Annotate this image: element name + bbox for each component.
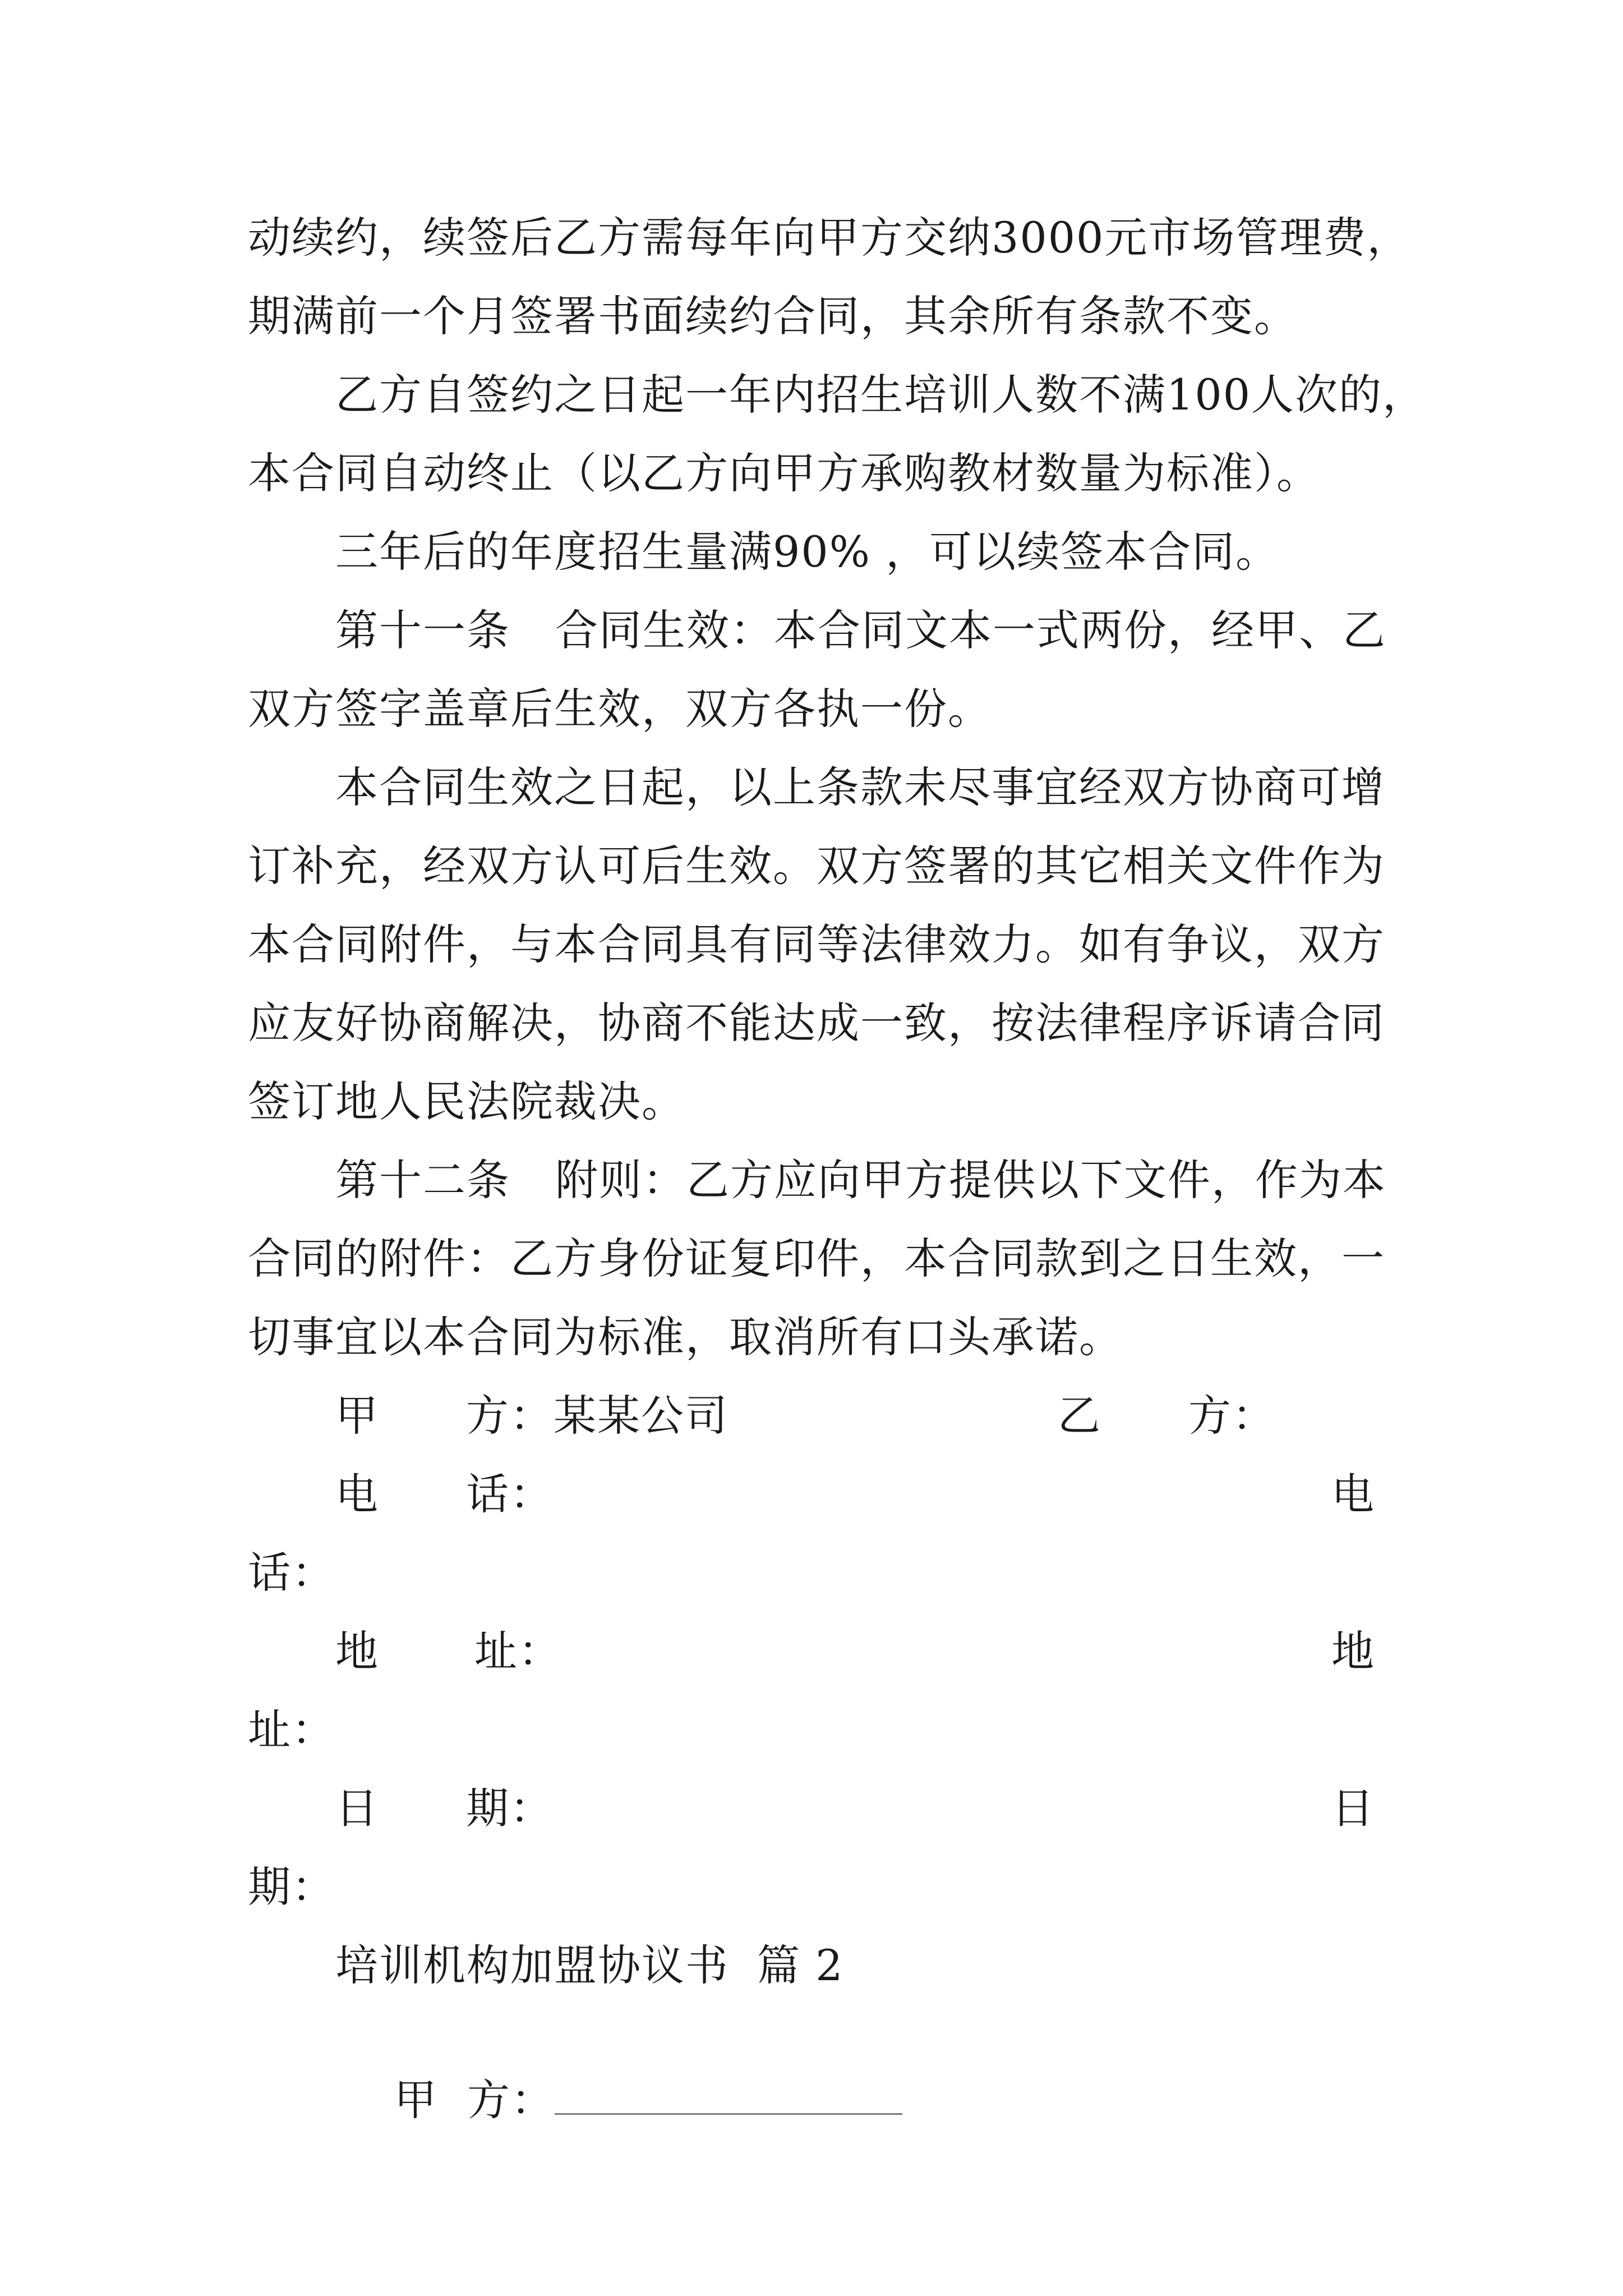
party-b-label: [1058, 1388, 1375, 1444]
party-b-label-char-2: 方：: [1188, 1391, 1276, 1441]
next-section-party-a-label: 甲 方：: [394, 2075, 555, 2125]
supplement-line-4: 应友好协商解决，协商不能达成一致，按法律程序诉请合同: [248, 998, 1385, 1048]
article-11-heading: 第十一条: [335, 605, 510, 655]
address-right-char-1: 地: [1331, 1626, 1375, 1676]
phone-label-char-1: 电: [335, 1469, 379, 1519]
supplement-line-3: 本合同附件，与本合同具有同等法律效力。如有争议，双方: [248, 919, 1385, 969]
phone-label-char-2: 话：: [466, 1469, 554, 1519]
article-11-line-2: 双方签字盖章后生效，双方各执一份。: [248, 684, 992, 734]
next-section-party-a-line: [335, 2016, 1375, 2184]
phone-right-char-2: 话：: [248, 1548, 335, 1598]
supplement-line-2: 订补充，经双方认可后生效。双方签署的其它相关文件作为: [248, 841, 1385, 891]
supplement-line-5: 签订地人民法院裁决。: [248, 1076, 685, 1126]
party-a-label-char-1: 甲: [335, 1391, 379, 1441]
article-12-heading: 第十二条: [335, 1155, 510, 1205]
enrollment-line-2: 本合同自动终止（以乙方向甲方承购教材数量为标准）。: [248, 448, 1320, 498]
three-years-line: 三年后的年度招生量满90% ，可以续签本合同。: [335, 527, 1280, 577]
article-12-line-3: 切事宜以本合同为标准，取消所有口头承诺。: [248, 1312, 1123, 1362]
next-section-part: 篇 2: [757, 1940, 844, 1990]
address-label-char-2: 址：: [474, 1626, 562, 1676]
article-12-line-2: 合同的附件：乙方身份证复印件，本合同款到之日生效，一: [248, 1234, 1385, 1283]
party-a-value: 某某公司: [554, 1391, 728, 1441]
party-a-label-char-2: 方：: [466, 1391, 554, 1441]
renewal-line-1: 动续约，续签后乙方需每年向甲方交纳3000元市场管理费，: [248, 213, 1411, 263]
phone-right-char-1: 电: [1331, 1469, 1375, 1519]
date-label-char-2: 期：: [466, 1783, 554, 1833]
article-12-line-1: [335, 1152, 1386, 1208]
date-right-char-1: 日: [1331, 1783, 1375, 1833]
article-11-line-1: [335, 602, 1386, 659]
article-11-text: 合同生效：本合同文本一式两份，经甲、乙: [555, 605, 1386, 655]
party-b-label-char-1: 乙: [1058, 1391, 1101, 1441]
supplement-line-1: 本合同生效之日起，以上条款未尽事宜经双方协商可增: [335, 762, 1385, 812]
next-section-title-line: [335, 1938, 1375, 1994]
date-label-char-1: 日: [335, 1783, 379, 1833]
renewal-line-2: 期满前一个月签署书面续约合同，其余所有条款不变。: [248, 291, 1298, 341]
document-page: [248, 0, 1427, 2296]
address-label-char-1: 地: [335, 1626, 379, 1676]
address-right-char-2: 址：: [248, 1705, 335, 1755]
article-12-text: 附则：乙方应向甲方提供以下文件，作为本: [555, 1155, 1386, 1205]
enrollment-line-1: 乙方自签约之日起一年内招生培训人数不满100人次的，: [335, 370, 1427, 420]
party-a-blank-underline: [555, 2079, 902, 2115]
date-right-char-2: 期：: [248, 1862, 335, 1912]
next-section-title: 培训机构加盟协议书: [335, 1940, 729, 1990]
